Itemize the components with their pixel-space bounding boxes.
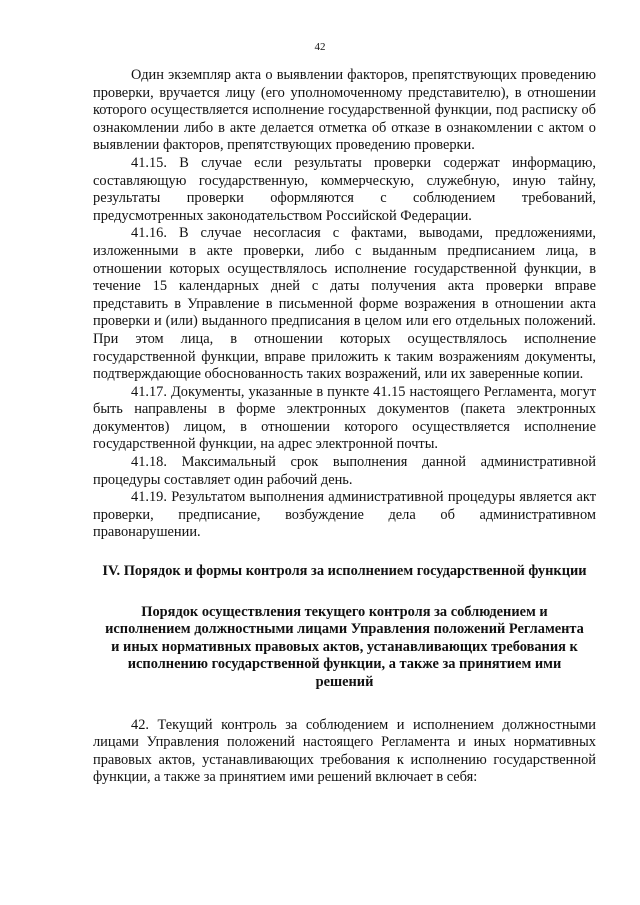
- paragraph-41-17: 41.17. Документы, указанные в пункте 41.15 настоящего Регламента, могут быть направлены в форме электронных документов (пакета электронных документов) лицом, в отношении которого осуществляется исполнение государственной функции, на адрес электронной почты.: [93, 383, 596, 453]
- paragraph-41-19: 41.19. Результатом выполнения административной процедуры является акт проверки, предписание, возбуждение дела об административном правонарушении.: [93, 489, 596, 541]
- paragraph-act-copy: Один экземпляр акта о выявлении факторов, препятствующих проведению проверки, вручается лицу (его уполномоченному представителю), в отношении которого осуществляется исполнение государственной функции, под расписку об ознакомлении либо в акте делается отметка об отказе в ознакомлении с актом о выявлении факторов, препятствующих проведению проверки.: [93, 67, 596, 154]
- subsection-heading: Порядок осуществления текущего контроля за соблюдением и исполнением должностными лицами Управления положений Регламента и иных нормативных правовых актов, устанавливающих требования к исполнению государственной функции, а также за принятием ими решений: [105, 603, 584, 690]
- paragraph-41-16: 41.16. В случае несогласия с фактами, выводами, предложениями, изложенными в акте проверки, либо с выданным предписанием лица, в отношении которых осуществлялось исполнение государственной функции, в течение 15 календарных дней с даты получения акта проверки вправе представить в Управление в письменной форме возражения в отношении акта проверки и (или) выданного предписания в целом или его отдельных положений. При этом лица, в отношении которых осуществлялось исполнение государственной функции, вправе приложить к таким возражениям документы, подтверждающие обоснованность таких возражений, или их заверенные копии.: [93, 225, 596, 383]
- page-number: 42: [314, 41, 326, 53]
- section-heading: IV. Порядок и формы контроля за исполнением государственной функции: [102, 563, 587, 580]
- paragraph-41-18: 41.18. Максимальный срок выполнения данной административной процедуры составляет один рабочий день.: [93, 454, 596, 488]
- document-body: [93, 67, 596, 787]
- paragraph-42: 42. Текущий контроль за соблюдением и исполнением должностными лицами Управления положений настоящего Регламента и иных нормативных правовых актов, устанавливающих требования к исполнению государственной функции, а также за принятием ими решений включает в себя:: [93, 716, 596, 786]
- paragraph-41-15: 41.15. В случае если результаты проверки содержат информацию, составляющую государственную, коммерческую, служебную, иную тайну, результаты проверки оформляются с соблюдением требований, предусмотренных законодательством Российской Федерации.: [93, 154, 596, 224]
